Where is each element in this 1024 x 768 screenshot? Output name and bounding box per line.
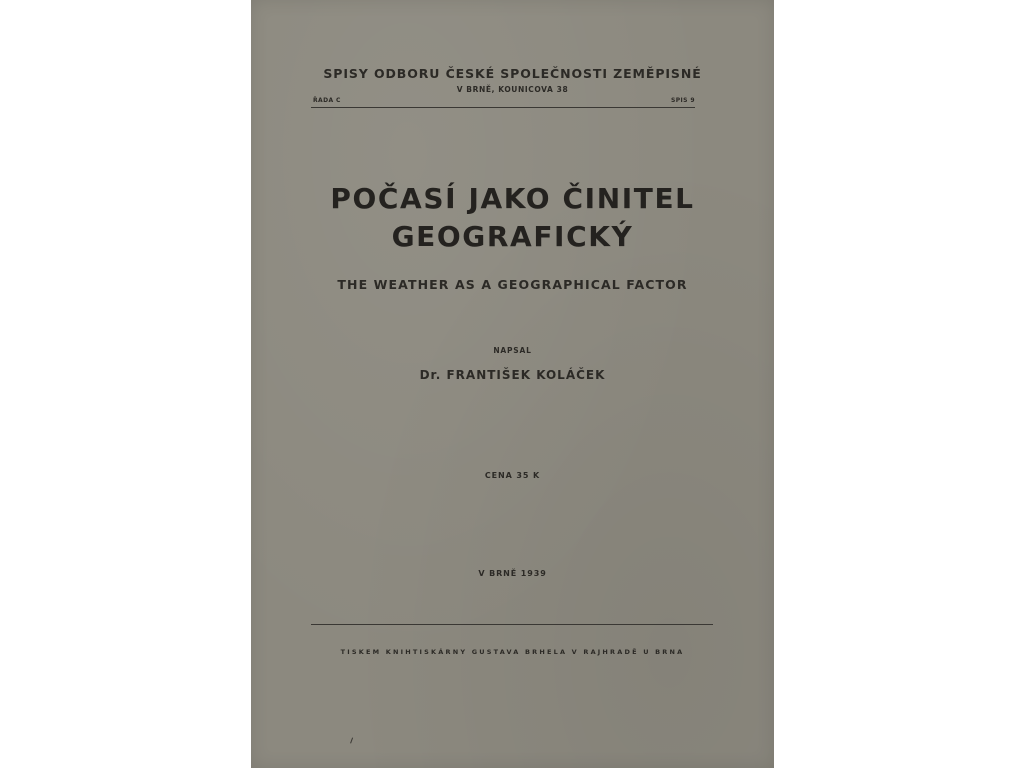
place-year: V BRNĚ 1939: [478, 569, 547, 578]
price: CENA 35 K: [484, 471, 541, 480]
series-row: ŘADA C: [313, 97, 341, 104]
series-title: SPISY ODBORU ČESKÉ SPOLEČNOSTI ZEMĚPISNÉ: [323, 66, 702, 81]
series-address: V BRNĚ, KOUNICOVA 38: [456, 85, 569, 94]
series-number: SPIS 9: [671, 97, 695, 104]
bottom-divider: [311, 624, 713, 625]
title-line-2: GEOGRAFICKÝ: [391, 220, 634, 253]
book-cover: [251, 0, 774, 768]
subtitle: THE WEATHER AS A GEOGRAPHICAL FACTOR: [337, 277, 688, 292]
pencil-mark: [350, 737, 356, 744]
author-name: Dr. FRANTIŠEK KOLÁČEK: [419, 368, 606, 382]
top-divider: [311, 107, 695, 108]
title-line-1: POČASÍ JAKO ČINITEL: [330, 182, 695, 215]
printer-imprint: TISKEM KNIHTISKÁRNY GUSTAVA BRHELA V RAJHRADĚ U BRNA: [340, 648, 685, 656]
author-label: NAPSAL: [493, 346, 532, 355]
